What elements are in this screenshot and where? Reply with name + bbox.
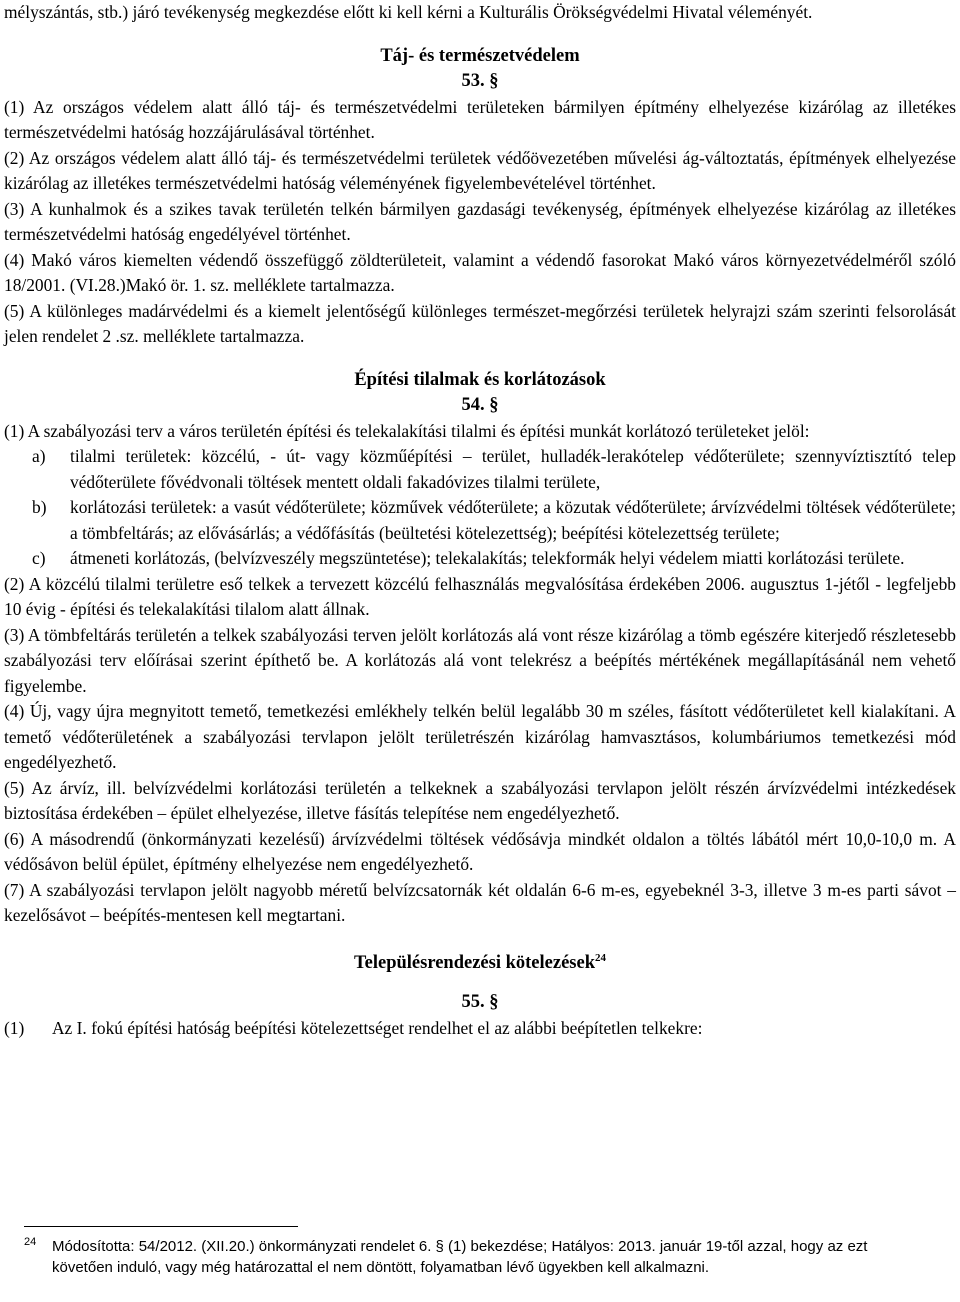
list-marker: c)	[32, 548, 46, 568]
list-marker: b)	[32, 497, 47, 517]
footnote-text: Módosította: 54/2012. (XII.20.) önkormányzati rendelet 6. § (1) bekezdése; Hatályos: 2013. január 19-től azzal, hogy az ezt követően induló, vagy még határozattal el nem döntött, folyamatban lévő ügyekben kell alkalmazni.	[52, 1238, 868, 1276]
list-marker: a)	[32, 446, 46, 466]
list-item-text: korlátozási területek: a vasút védőterülete; közművek védőterülete; a közutak védőterülete; árvízvédelmi töltések védőterülete; a tömbfeltárás; az elővásárlás; a védőfásítás (beültetési kötelezettség); beépítési kötelezettség területe;	[70, 497, 956, 543]
list-item-a	[4, 444, 956, 495]
paragraph-54-3: (3) A tömbfeltárás területén a telkek szabályozási terven jelölt korlátozás alá vont része kizárólag a tömb egészére kiterjedő részletesebb szabályozási terv előírásai szerint építhető be. A korlátozás alá vont telekrész a beépítés mértékének megállapításánál nem vehető figyelembe.	[4, 624, 956, 696]
footnote-mark: 24	[24, 1236, 37, 1248]
intro-paragraph: mélyszántás, stb.) járó tevékenység megkezdése előtt ki kell kérni a Kulturális Örökségvédelmi Hivatal véleményét.	[4, 2, 813, 22]
section-heading-nature: Táj- és természetvédelem	[380, 45, 580, 66]
paragraph-text: Az I. fokú építési hatóság beépítési kötelezettséget rendelhet el az alábbi beépítetlen telkekre:	[52, 1017, 703, 1038]
list-item-b	[4, 495, 956, 546]
footnote-reference[interactable]: 24	[594, 951, 606, 964]
paragraph-53-4: (4) Makó város kiemelten védendő összefüggő zöldterületeit, valamint a védendő fasorokat Makó város környezetvédelméről szóló 18/2001. (VI.28.)Makó ör. 1. sz. melléklete tartalmazza.	[4, 249, 956, 295]
document-page	[4, 0, 956, 1041]
footnote-separator	[24, 1226, 298, 1227]
paragraph-54-7: (7) A szabályozási tervlapon jelölt nagyobb méretű belvízcsatornák két oldalán 6-6 m-es, egyebeknél 3-3, illetve 3 m-es parti sávot – kezelősávot – beépítés-mentesen kell megtartani.	[4, 879, 956, 925]
section-number-53: 53. §	[461, 71, 499, 91]
paragraph-marker: (1)	[4, 1017, 25, 1038]
paragraph-54-6: (6) A másodrendű (önkormányzati kezelésű) árvízvédelmi töltések védősávja mindkét oldalon a töltés lábától mért 10,0-10,0 m. A védősávon belül épület, építmény elhelyezése nem engedélyezhető.	[4, 828, 956, 874]
section-heading-obligations	[4, 951, 956, 977]
section-number-55: 55. §	[461, 992, 499, 1012]
paragraph-54-5: (5) Az árvíz, ill. belvízvédelmi korlátozási területén a telkeknek a szabályozási tervlapon jelölt részén árvízvédelmi intézkedések biztosítása érdekében – épület elhelyezése, illetve fásítás telepítése nem engedélyezhető.	[4, 777, 956, 823]
list-item-text: tilalmi területek: közcélú, - út- vagy közműépítési – terület, hulladék-lerakótelep védőterülete; szennyvíztisztító telep védőterülete fővédvonali töltések mentett oldali fakadóvizes tilalmi területe,	[70, 446, 956, 492]
paragraph-53-2: (2) Az országos védelem alatt álló táj- és természetvédelmi területek védőövezetében művelési ág-változtatás, építmények elhelyezése kizárólag az illetékes természetvédelmi hatóság véleményének figyelembevételével történhet.	[4, 147, 956, 193]
footnote	[24, 1236, 902, 1278]
paragraph-53-5: (5) A különleges madárvédelmi és a kiemelt jelentőségű különleges természet-megőrzési területek helyrajzi szám szerinti felsorolását jelen rendelet 2 .sz. melléklete tartalmazza.	[4, 300, 956, 346]
paragraph-55-1	[4, 1016, 956, 1042]
paragraph-53-1: (1) Az országos védelem alatt álló táj- és természetvédelmi területeken bármilyen építmény elhelyezése kizárólag az illetékes természetvédelmi hatóság hozzájárulásával történhet.	[4, 96, 956, 142]
heading-text: Településrendezési kötelezések	[354, 952, 595, 973]
list-item-text: átmeneti korlátozás, (belvízveszély megszüntetése); telekalakítás; telekformák helyi védelem miatti korlátozási területe.	[70, 548, 905, 568]
section-heading-restrictions: Építési tilalmak és korlátozások	[354, 369, 606, 390]
paragraph-54-4: (4) Új, vagy újra megnyitott temető, temetkezési emlékhely telkén belül legalább 30 m széles, fásított védőterületet kell kialakítani. A temető védőterületének a szabályozási tervlapon jelölt területrészén kizárólag hamvasztásos, kolumbáriumos temetkezési mód engedélyezhető.	[4, 701, 956, 772]
section-number-54: 54. §	[461, 395, 499, 415]
paragraph-54-2: (2) A közcélú tilalmi területre eső telkek a tervezett közcélú felhasználás megvalósítása érdekében 2006. augusztus 1-jétől - legfeljebb 10 évig - építési és telekalakítási tilalom alatt állnak.	[4, 573, 956, 619]
list-item-c	[4, 546, 956, 572]
paragraph-53-3: (3) A kunhalmok és a szikes tavak területén telkén bármilyen gazdasági tevékenység, építmények elhelyezése kizárólag az illetékes természetvédelmi hatóság engedélyével történhet.	[4, 198, 956, 244]
paragraph-54-1: (1) A szabályozási terv a város területén építési és telekalakítási tilalmi és építési munkát korlátozó területeket jelöl:	[4, 420, 810, 441]
